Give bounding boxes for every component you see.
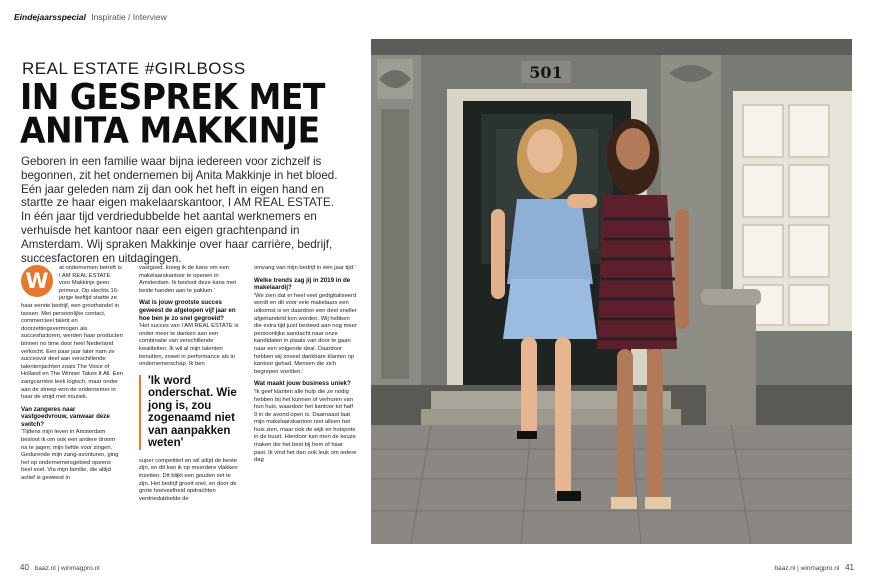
- section-tag: [14, 12, 167, 22]
- text-column-2: [139, 265, 240, 507]
- page-number-right: 41: [845, 563, 854, 572]
- footer-left: [20, 563, 100, 572]
- portrait-photo: [371, 39, 852, 544]
- paragraph: super competitief en wil altijd de beste zijn, en dit kan ik op meerdere vlakken inzetten. Dit blijkt een gouden zet te zijn. Het bedrijf groeit snel, en door de grote hoeveelheid opdrachten verdriedubbelde de: [139, 457, 238, 502]
- paragraph: [21, 265, 123, 402]
- footer-site-left: baaz.nl | winmagpro.nl: [34, 565, 100, 572]
- paragraph: omvang van mijn bedrijf in één jaar tijd.': [254, 265, 356, 271]
- article-headline: [20, 75, 365, 152]
- question-heading: Wat is jouw grootste succes geweest de afgelopen vijf jaar en hoe ben je zo snel gegroeid?: [139, 299, 236, 322]
- paragraph: vastgoed, kreeg ik de kans om een makelaarskantoor te openen in Amsterdam. Ik besloot deze kans met beide handen aan te pakken.': [139, 265, 236, 294]
- paragraph: 'Het succes van I AM REAL ESTATE is onder meer te danken aan een combinatie van verschillende kwaliteiten. Ik wil al mijn talenten benutten, zowel in performance als in ondernemerschap. Ik ben: [139, 323, 239, 368]
- paragraph: 'Tijdens mijn leven in Amsterdam besloot ik om ook een andere droom na te jagen; mijn liefde voor zingen. Gedurende mijn zang-avonturen, ging het op ondernemersgebied opeens heel snel. Via mijn familie, die altijd actief is geweest in: [21, 429, 119, 482]
- text-column-3: [254, 265, 357, 469]
- house-number: 501: [529, 63, 563, 82]
- dropcap-badge: W: [21, 265, 53, 297]
- article-intro: Geboren in een familie waar bijna iedereen voor zichzelf is begonnen, zit het ondernemen bij Anita Makkinje in het bloed. Eén jaar geleden nam zij dan ook het heft in eigen hand en startte ze haar eigen makelaarskantoor, I AM REAL ESTATE. In één jaar tijd verdriedubbelde het aantal werknemers en verhuisde het kantoor naar een eigen grachtenpand in Amsterdam. Wij spraken Makkinje over haar carrière, bedrijf, succesfactoren en uitdagingen.: [21, 155, 338, 265]
- subsection-name: Inspiratie / Interview: [91, 12, 167, 22]
- footer-right: [774, 563, 854, 572]
- section-name: Eindejaarsspecial: [14, 12, 86, 22]
- pull-quote: 'Ik word onderschat. Wie jong is, zou zogenaamd niet van aanpakken weten': [139, 375, 240, 450]
- question-heading: Welke trends zag jij in 2019 in de makelaardij?: [254, 276, 351, 292]
- footer-site-right: baaz.nl | winmagpro.nl: [774, 565, 840, 572]
- page-number-left: 40: [20, 563, 29, 572]
- question-heading: Wat maakt jouw business uniek?: [254, 380, 351, 388]
- question-heading: Van zangeres naar vastgoedvrouw, vanwaar deze switch?: [21, 405, 110, 428]
- paragraph: 'Ik geef klanten alle hulp die ze nodig hebben bij het kunnen of verhuren van hun huis, waardoor het kantoor tot half 9 in de avond open is. Daarnaast laat mijn makelaarskantoor niet alleen het huis zien, maar ook de wijk en hotspots in de buurt. Hierdoor kan men de keuze maken die het best bij hem of haar past. Ik vind het dan ook leuk om iedere dag: [254, 388, 357, 464]
- headline-line-1: IN GESPREK MET: [20, 75, 325, 118]
- paragraph-text: at ondernemen betreft is I AM REAL ESTATE voor Makkinje geen primeur. Op slechts 16-jarige leeftijd startte ze haar eerste bedrijf, een groothandel in tassen. Met persoonlijke contact, commercieel talent en doorzettingsvermogen als succesfactoren, werden haar producten binnen no time door heel Nederland verkocht. Een paar jaar later nam ze succesvol deel aan verschillende talentenjachten zoals The Voice of Holland en The Winner Takes It All. Een zangcarrière leek logisch, maar onder aan de streep won de ondernemer in haar de strijd met muziek.: [21, 265, 123, 401]
- text-column-1: [21, 265, 123, 487]
- article-kicker: REAL ESTATE #GIRLBOSS: [22, 59, 246, 78]
- headline-line-2: ANITA MAKKINJE: [20, 109, 320, 152]
- paragraph: 'We zien dat er heel veel gedigitaliseerd wordt en dit voor vele makelaars een uitkomst is en daardoor een deel sneller afgehandeld kon worden. Wij hebben die extra tijd juist besteed aan nog meer persoonlijke aandacht naar onze kandidaten in plaats van door te gaan naar een volgende deal. Daardoor hebben wij zoveel dankbare klanten op kantoor gehad. Mensen die zich begrepen voelden.': [254, 292, 357, 375]
